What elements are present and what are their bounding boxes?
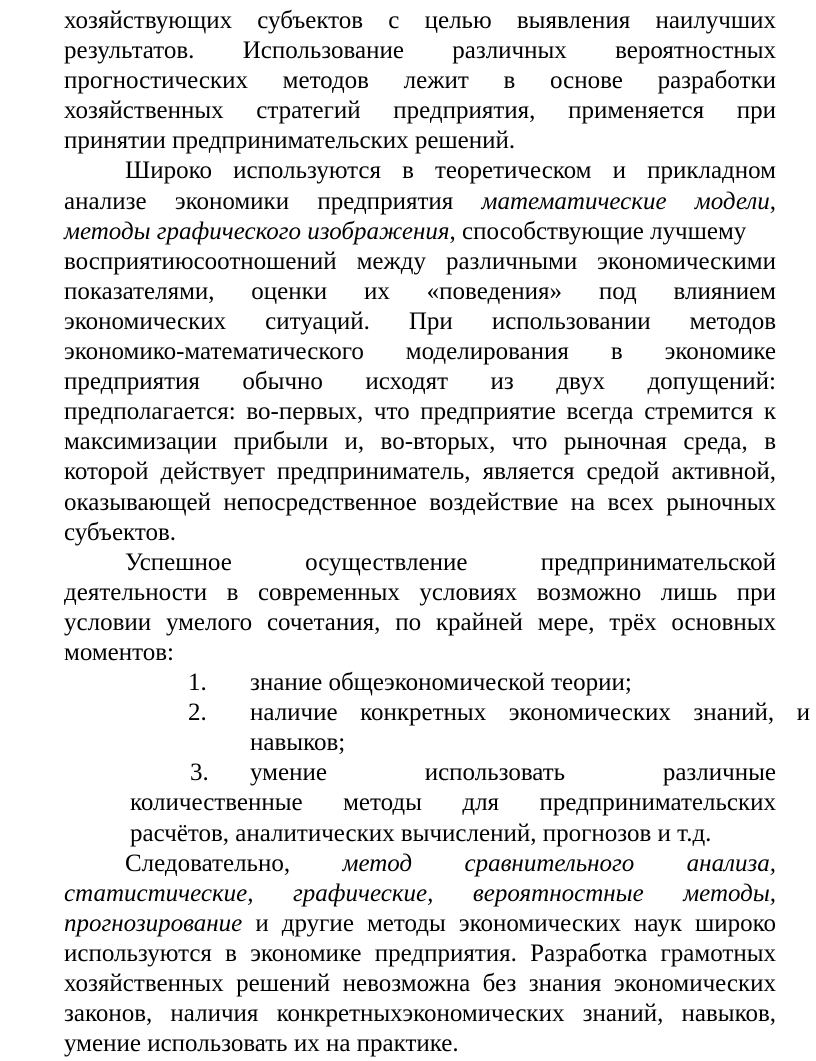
italic-term: метод сравнительного анализа,	[342, 849, 776, 877]
text-line: хозяйствующих субъектов с целью выявления наилучших	[64, 7, 776, 34]
text-line	[64, 909, 776, 939]
text-line: оказывающей непосредственное воздействие на всех рыночных	[64, 488, 776, 516]
text-line: субъектов.	[64, 518, 177, 546]
list-item-text: количественные методы для предпринимательских	[130, 789, 776, 817]
text-line: максимизации прибыли и, во-вторых, что рыночная среда, в	[64, 428, 776, 456]
text-line: условии умелого сочетания, по крайней мере, трёх основных	[64, 608, 776, 636]
italic-term: методы графического изображения	[64, 217, 450, 245]
text-line: показателями, оценки их «поведения» под влиянием	[64, 277, 776, 305]
text-run: Следовательно,	[125, 849, 343, 877]
paragraph-2	[64, 156, 776, 547]
paragraph-4	[64, 849, 776, 1060]
text-line	[64, 217, 776, 247]
text-run: ,	[769, 187, 776, 215]
text-line: экономических ситуаций. При использовании методов	[64, 307, 776, 335]
list-item-text: наличие конкретных экономических знаний, и	[250, 699, 810, 727]
text-line	[64, 849, 776, 879]
paragraph-3	[64, 548, 776, 668]
text-run: анализе экономики предприятия	[64, 187, 482, 215]
list-item-text: расчётов, аналитических вычислений, прогнозов и т.д.	[130, 819, 712, 847]
list-item-text: навыков;	[250, 729, 346, 757]
text-line: восприятиюсоотношений между различными экономическими	[64, 247, 776, 275]
italic-term: прогнозирование	[64, 909, 243, 937]
text-line: Широко используются в теоретическом и прикладном	[125, 157, 776, 185]
list-item	[64, 698, 810, 758]
italic-term: математические модели	[481, 187, 770, 215]
text-line: моментов:	[64, 638, 174, 666]
list-item	[64, 758, 776, 848]
text-line: Успешное осуществление предпринимательской	[125, 548, 776, 576]
text-line: предполагается: во-первых, что предприятие всегда стремится к	[64, 398, 776, 426]
list-number: 3.	[190, 759, 209, 787]
text-run: и другие методы экономических наук широко	[242, 909, 776, 937]
numbered-list	[64, 668, 810, 849]
text-line: умение использовать их на практике.	[64, 1030, 459, 1058]
text-line: которой действует предприниматель, является средой активной,	[64, 458, 776, 486]
italic-term: статистические, графические, вероятностные методы,	[64, 879, 776, 907]
text-line: хозяйственных решений невозможна без знания экономических	[64, 970, 776, 997]
text-line: используются в экономике предприятия. Разработка грамотных	[64, 939, 776, 967]
text-line: предприятия обычно исходят из двух допущений:	[64, 368, 776, 396]
text-line: хозяйственных стратегий предприятия, применяется при	[64, 97, 776, 125]
text-line: экономико-математического моделирования в экономике	[64, 338, 776, 366]
text-line	[64, 187, 776, 217]
text-line: принятии предпринимательских решений.	[64, 127, 516, 155]
paragraph-1	[64, 6, 776, 156]
list-item-text: умение использовать различные	[250, 759, 776, 787]
text-line: законов, наличия конкретныхэкономических знаний, навыков,	[64, 1000, 776, 1028]
list-number: 1.	[188, 669, 207, 697]
text-line: деятельности в современных условиях возможно лишь при	[64, 578, 776, 606]
list-item-text: знание общеэкономической теории;	[250, 669, 632, 697]
text-line	[64, 879, 776, 909]
text-run: , способствующие лучшему	[449, 217, 747, 245]
text-line: результатов. Использование различных вероятностных	[64, 37, 776, 65]
text-line: прогностических методов лежит в основе разработки	[64, 67, 776, 95]
list-item	[64, 668, 776, 698]
list-number: 2.	[188, 699, 207, 727]
